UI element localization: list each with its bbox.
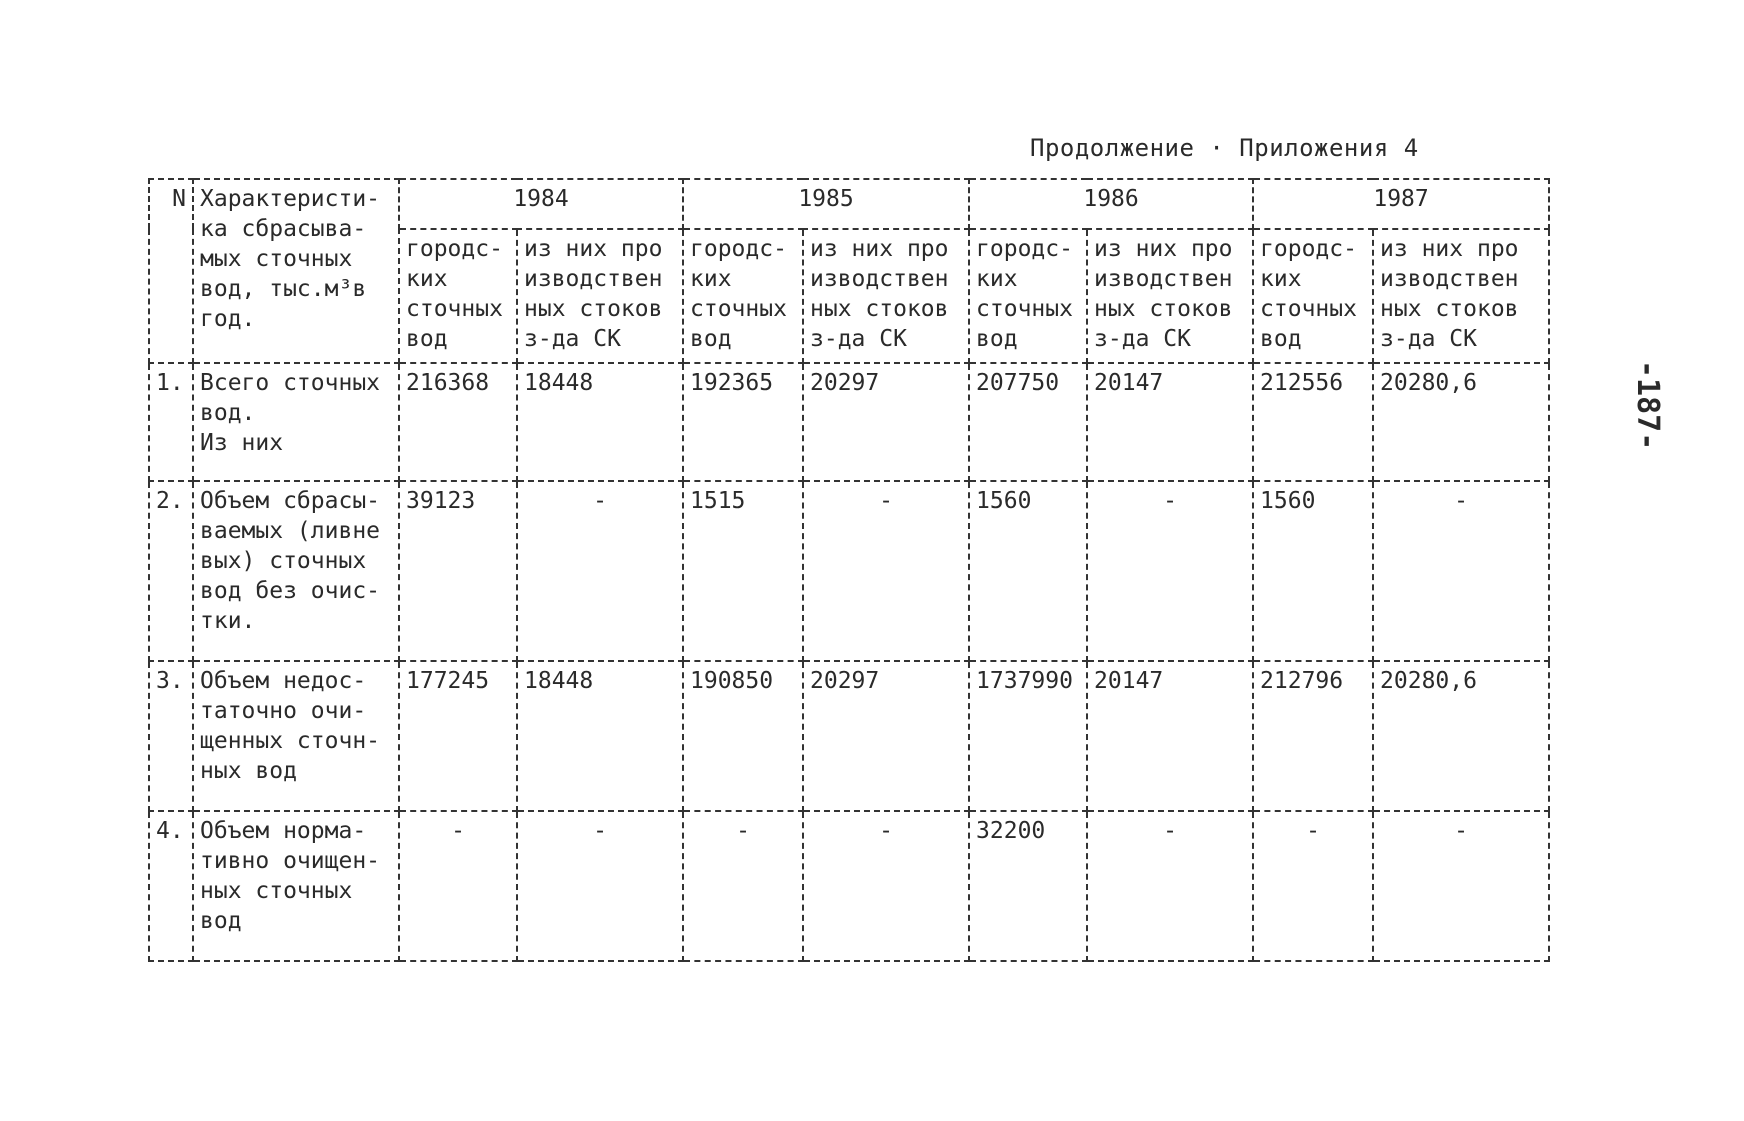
cell-value: 212556 [1253, 363, 1373, 481]
cell-value: - [1087, 811, 1253, 961]
cell-value: 20297 [803, 661, 969, 811]
cell-value: 20280,6 [1373, 661, 1549, 811]
header-city-1987: городс- ких сточных вод [1253, 229, 1373, 363]
cell-value: 1560 [1253, 481, 1373, 661]
table-row [149, 811, 1549, 961]
cell-value: 39123 [399, 481, 517, 661]
header-year-1984: 1984 [399, 179, 683, 229]
header-year-1987: 1987 [1253, 179, 1549, 229]
row-label: Объем недос- таточно очи- щенных сточн- ных вод [193, 661, 399, 811]
cell-value: 1737990 [969, 661, 1087, 811]
header-industrial-1986: из них про изводствен ных стоков з-да СК [1087, 229, 1253, 363]
cell-value: - [1087, 481, 1253, 661]
cell-value: 20280,6 [1373, 363, 1549, 481]
cell-value: - [1373, 481, 1549, 661]
cell-value: 1560 [969, 481, 1087, 661]
row-label: Объем норма- тивно очищен- ных сточных вод [193, 811, 399, 961]
header-city-1985: городс- ких сточных вод [683, 229, 803, 363]
row-number: 3. [149, 661, 193, 811]
cell-value: 212796 [1253, 661, 1373, 811]
cell-value: 192365 [683, 363, 803, 481]
table-caption: Продолжение · Приложения 4 [1030, 134, 1419, 162]
row-number: 2. [149, 481, 193, 661]
row-number: 4. [149, 811, 193, 961]
header-city-1984: городс- ких сточных вод [399, 229, 517, 363]
cell-value: - [803, 481, 969, 661]
cell-value: 20147 [1087, 363, 1253, 481]
header-characteristic: Характеристи- ка сбрасыва- мых сточных вод, тыс.м³в год. [193, 179, 399, 363]
cell-value: 18448 [517, 661, 683, 811]
header-year-1986: 1986 [969, 179, 1253, 229]
cell-value: 20297 [803, 363, 969, 481]
cell-value: - [517, 481, 683, 661]
header-city-1986: городс- ких сточных вод [969, 229, 1087, 363]
page-number: -187- [1630, 360, 1665, 451]
cell-value: - [1373, 811, 1549, 961]
cell-value: - [683, 811, 803, 961]
cell-value: 177245 [399, 661, 517, 811]
cell-value: 207750 [969, 363, 1087, 481]
row-label: Всего сточных вод. Из них [193, 363, 399, 481]
cell-value: - [1253, 811, 1373, 961]
table-row [149, 661, 1549, 811]
row-label: Объем сбрасы- ваемых (ливне вых) сточных вод без очис- тки. [193, 481, 399, 661]
header-industrial-1987: из них про изводствен ных стоков з-да СК [1373, 229, 1549, 363]
header-year-1985: 1985 [683, 179, 969, 229]
header-n: N [149, 179, 193, 363]
cell-value: - [399, 811, 517, 961]
cell-value: 32200 [969, 811, 1087, 961]
cell-value: 1515 [683, 481, 803, 661]
row-number: 1. [149, 363, 193, 481]
cell-value: 190850 [683, 661, 803, 811]
cell-value: 20147 [1087, 661, 1253, 811]
cell-value: - [517, 811, 683, 961]
header-row-years [149, 179, 1549, 229]
header-industrial-1985: из них про изводствен ных стоков з-да СК [803, 229, 969, 363]
wastewater-table [148, 178, 1550, 962]
cell-value: - [803, 811, 969, 961]
table-row [149, 363, 1549, 481]
table-row [149, 481, 1549, 661]
header-industrial-1984: из них про изводствен ных стоков з-да СК [517, 229, 683, 363]
cell-value: 216368 [399, 363, 517, 481]
cell-value: 18448 [517, 363, 683, 481]
